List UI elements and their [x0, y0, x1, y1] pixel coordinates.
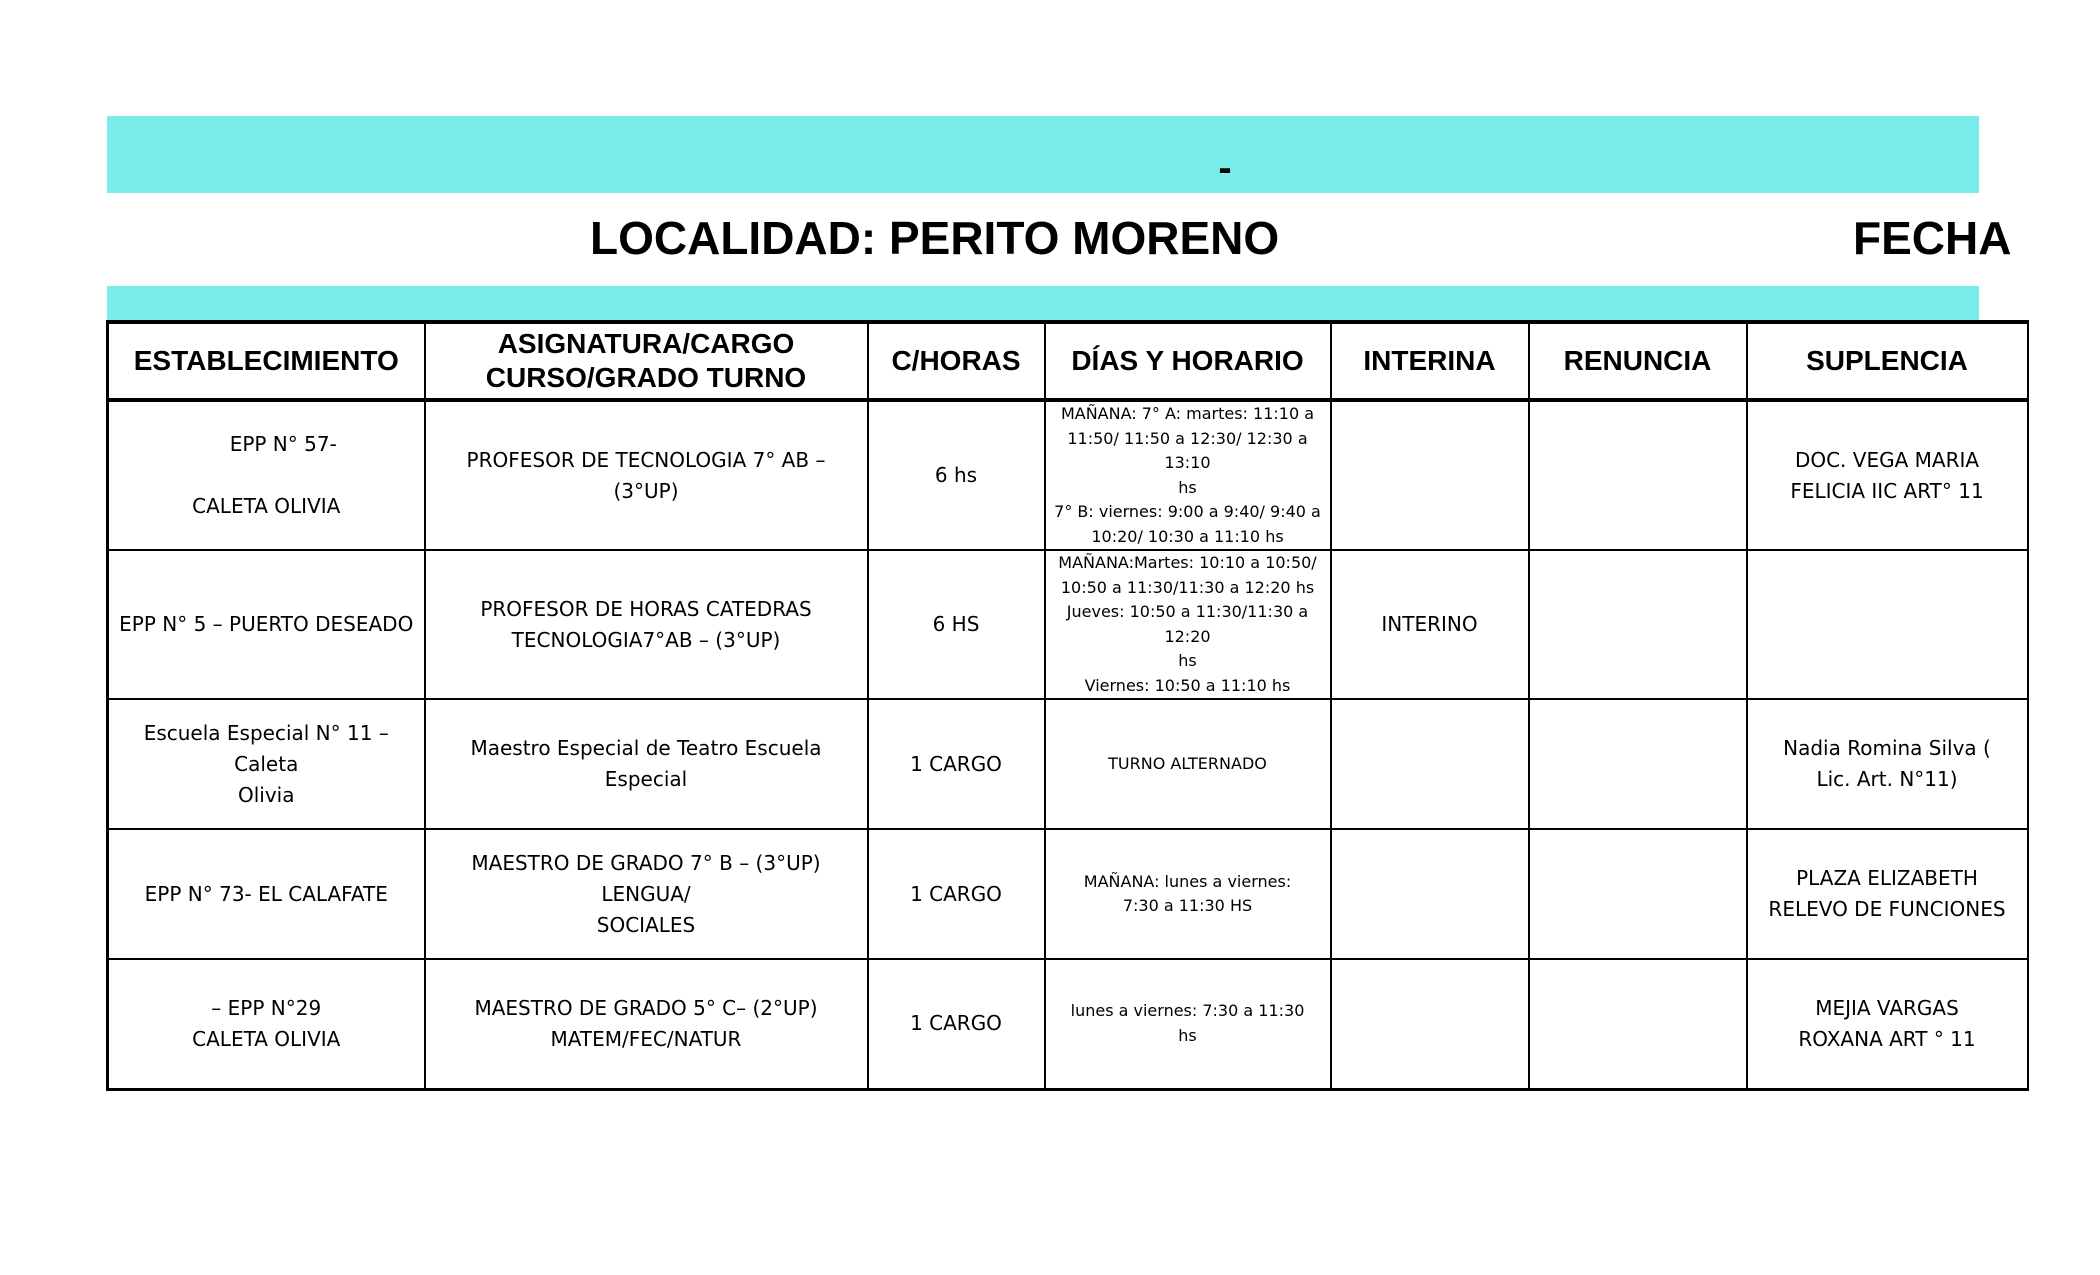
cell-suplencia-line: RELEVO DE FUNCIONES [1768, 897, 2006, 921]
col-renuncia: RENUNCIA [1529, 322, 1747, 400]
cell-suplencia-line: Lic. Art. N°11) [1816, 767, 1958, 791]
cell-establecimiento-line: CALETA OLIVIA [192, 1026, 341, 1051]
cell-dias-horario-line: 10:50 a 11:30/11:30 a 12:20 hs [1060, 577, 1315, 597]
header-band-bottom [107, 286, 1979, 320]
cell-dias-horario-line: hs [1178, 651, 1197, 670]
cell-horas: 6 hs [868, 400, 1045, 550]
cell-asignatura-line: PROFESOR DE TECNOLOGIA 7° AB – (3°UP) [466, 447, 826, 503]
cell-dias-horario-line: 7:30 a 11:30 HS [1122, 896, 1253, 915]
col-horas: C/HORAS [868, 322, 1045, 400]
cell-establecimiento [108, 959, 425, 1089]
cell-establecimiento-line: Escuela Especial N° 11 – Caleta [143, 720, 389, 776]
cell-asignatura-line: TECNOLOGIA7°AB – (3°UP) [511, 627, 781, 652]
cell-asignatura [425, 959, 868, 1089]
cell-dias-horario [1045, 400, 1331, 550]
cell-dias-horario-line: hs [1178, 477, 1197, 497]
cell-suplencia [1747, 400, 2028, 550]
cell-dias-horario-line: 11:50/ 11:50 a 12:30/ 12:30 a 13:10 [1067, 428, 1308, 472]
cell-establecimiento-line: Olivia [237, 782, 295, 807]
cell-renuncia [1529, 400, 1747, 550]
col-dias-horario: DÍAS Y HORARIO [1045, 322, 1331, 400]
cell-establecimiento-line: EPP N° 73- EL CALAFATE [144, 881, 388, 906]
cell-establecimiento-line: CALETA OLIVIA [192, 494, 341, 518]
cell-interina [1331, 829, 1529, 959]
header-dash: - [1218, 146, 1232, 190]
cell-asignatura [425, 829, 868, 959]
cell-dias-horario-line: TURNO ALTERNADO [1108, 753, 1267, 773]
header-band-top [107, 116, 1979, 193]
cell-dias-horario-line: MAÑANA:Martes: 10:10 a 10:50/ [1058, 553, 1317, 572]
col-asignatura-line1: ASIGNATURA/CARGO [497, 328, 795, 359]
cell-establecimiento-line: EPP N° 5 – PUERTO DESEADO [119, 612, 414, 636]
cell-suplencia-line: PLAZA ELIZABETH [1796, 866, 1978, 890]
cell-asignatura [425, 699, 868, 829]
cell-interina [1331, 959, 1529, 1089]
cell-horas: 6 HS [868, 550, 1045, 699]
localidad-title: LOCALIDAD: PERITO MORENO [590, 212, 1280, 264]
cell-suplencia [1747, 699, 2028, 829]
cell-horas: 1 CARGO [868, 829, 1045, 959]
cell-establecimiento [108, 699, 425, 829]
cell-dias-horario-line: lunes a viernes: 7:30 a 11:30 [1070, 1001, 1305, 1021]
table-body [108, 400, 2028, 1089]
col-establecimiento: ESTABLECIMIENTO [108, 322, 425, 400]
cell-establecimiento [108, 550, 425, 699]
table-row [108, 829, 2028, 959]
cell-horas: 1 CARGO [868, 699, 1045, 829]
cell-renuncia [1529, 959, 1747, 1089]
col-interina: INTERINA [1331, 322, 1529, 400]
cell-asignatura-line: Maestro Especial de Teatro Escuela Especial [470, 736, 822, 791]
table-row [108, 959, 2028, 1089]
cell-dias-horario-line: Jueves: 10:50 a 11:30/11:30 a 12:20 [1066, 602, 1309, 646]
cell-suplencia-line: MEJIA VARGAS [1815, 995, 1959, 1020]
cell-horas: 1 CARGO [868, 959, 1045, 1089]
cell-interina [1331, 400, 1529, 550]
cell-asignatura-line: SOCIALES [596, 912, 696, 937]
header-row [108, 322, 2028, 400]
cell-asignatura-line: PROFESOR DE HORAS CATEDRAS [480, 596, 812, 621]
col-asignatura [425, 322, 868, 400]
cell-renuncia [1529, 829, 1747, 959]
cell-suplencia-line: FELICIA IIC ART° 11 [1790, 478, 1984, 503]
cell-asignatura [425, 550, 868, 699]
table-row [108, 699, 2028, 829]
vacancies-table [106, 320, 2029, 1091]
table-row [108, 550, 2028, 699]
cell-dias-horario-line: hs [1178, 1025, 1197, 1045]
col-suplencia: SUPLENCIA [1747, 322, 2028, 400]
vacancies-table-container [106, 320, 2006, 1052]
cell-establecimiento-line: – EPP N°29 [211, 995, 322, 1020]
cell-establecimiento [108, 400, 425, 550]
cell-asignatura-line: MAESTRO DE GRADO 5° C– (2°UP) [474, 995, 818, 1020]
cell-suplencia-line: Nadia Romina Silva ( [1783, 736, 1991, 760]
cell-establecimiento-line: EPP N° 57- [229, 432, 337, 456]
cell-suplencia-line: DOC. VEGA MARIA [1794, 447, 1980, 472]
cell-dias-horario-line: MAÑANA: lunes a viernes: [1083, 871, 1292, 891]
cell-dias-horario [1045, 550, 1331, 699]
cell-suplencia [1747, 829, 2028, 959]
cell-interina [1331, 699, 1529, 829]
cell-interina: INTERINO [1331, 550, 1529, 699]
cell-dias-horario-line: 10:20/ 10:30 a 11:10 hs [1091, 526, 1284, 546]
cell-dias-horario [1045, 829, 1331, 959]
cell-renuncia [1529, 550, 1747, 699]
cell-dias-horario-line: 7° B: viernes: 9:00 a 9:40/ 9:40 a [1054, 502, 1321, 521]
cell-establecimiento [108, 829, 425, 959]
cell-renuncia [1529, 699, 1747, 829]
cell-asignatura-line: MAESTRO DE GRADO 7° B – (3°UP) LENGUA/ [471, 850, 821, 906]
cell-asignatura [425, 400, 868, 550]
cell-asignatura-line: MATEM/FEC/NATUR [550, 1026, 742, 1051]
table-row [108, 400, 2028, 550]
col-asignatura-line2: CURSO/GRADO TURNO [485, 362, 807, 393]
cell-dias-horario [1045, 959, 1331, 1089]
cell-dias-horario [1045, 699, 1331, 829]
fecha-label: FECHA [1853, 212, 2012, 264]
cell-suplencia [1747, 550, 2028, 699]
cell-dias-horario-line: Viernes: 10:50 a 11:10 hs [1084, 675, 1291, 695]
cell-suplencia [1747, 959, 2028, 1089]
cell-suplencia-line: ROXANA ART ° 11 [1798, 1026, 1976, 1051]
cell-dias-horario-line: MAÑANA: 7° A: martes: 11:10 a [1060, 404, 1315, 423]
